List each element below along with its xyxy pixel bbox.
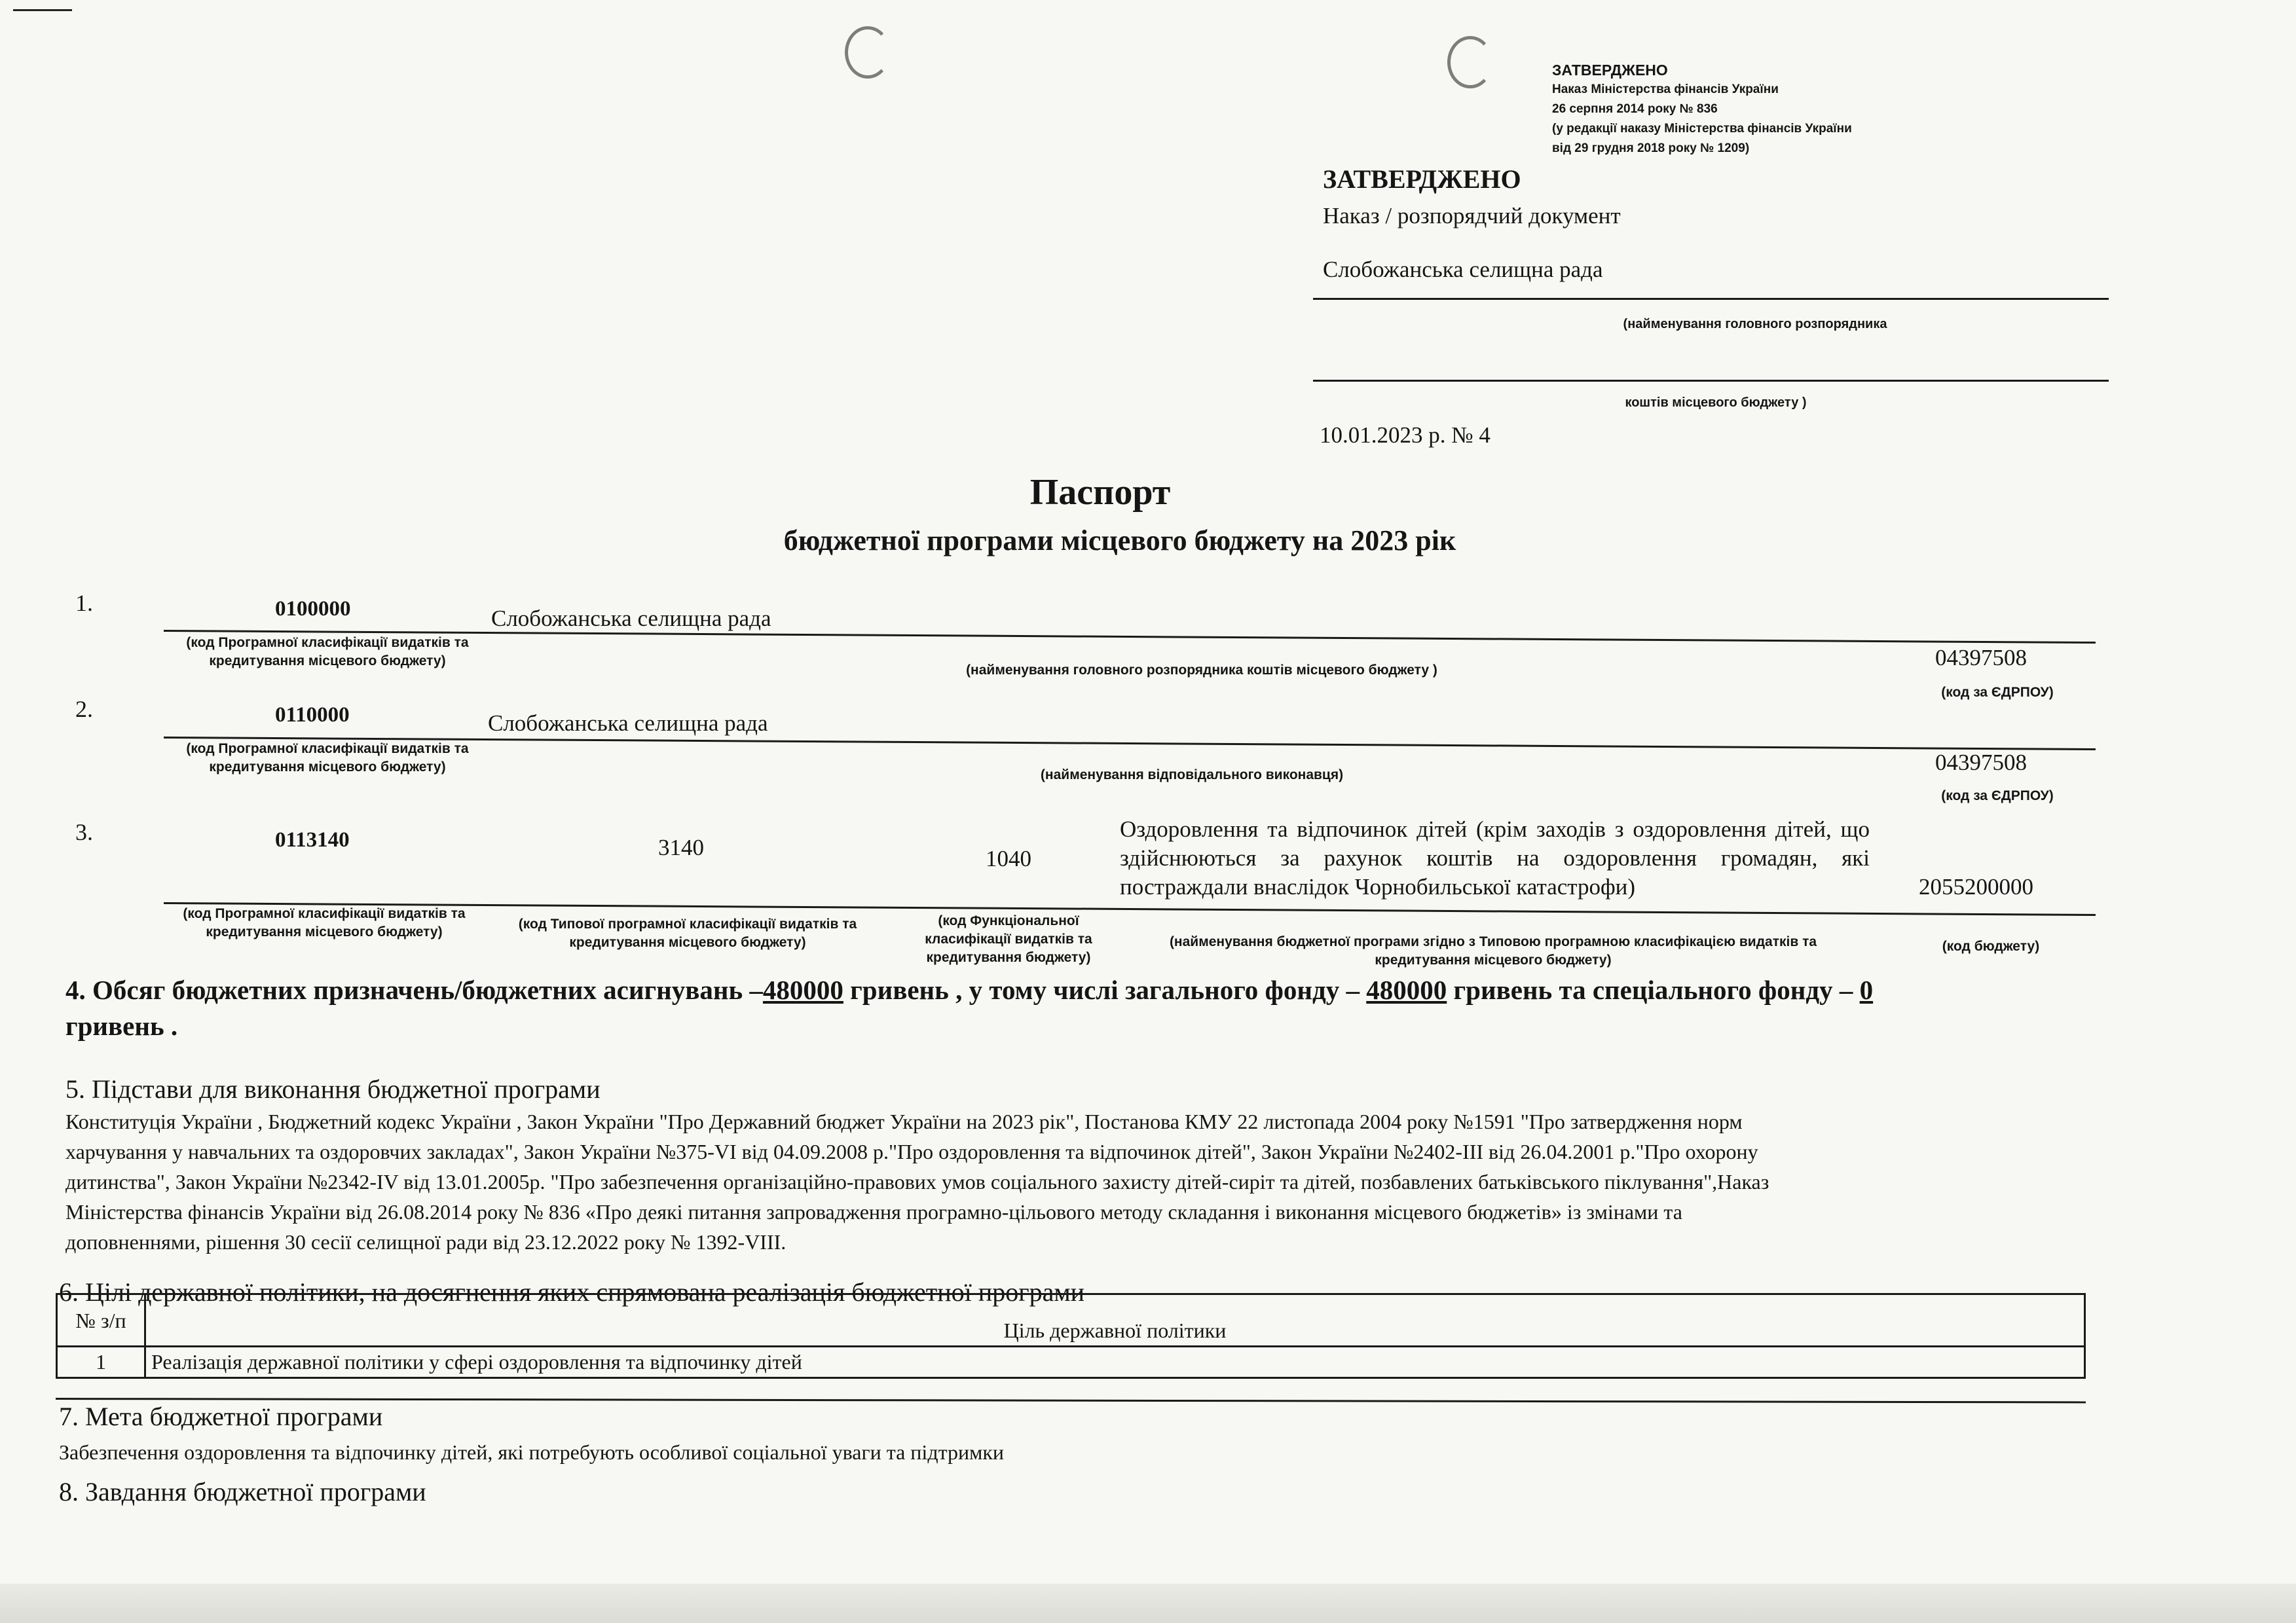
edrpou-code: 04397508	[1935, 750, 2027, 775]
code-caption: (код Програмної класифікації видатків та кредитування місцевого бюджету)	[183, 906, 466, 939]
program-name-caption: (найменування бюджетної програми згідно з Типовою програмною класифікацією видатків та кредитування місцевого бюджету)	[1169, 934, 1817, 968]
approval-date: 10.01.2023 р. № 4	[1320, 422, 1491, 448]
ministry-approval-line: 26 серпня 2014 року № 836	[1552, 102, 1718, 116]
typical-caption: (код Типової програмної класифікації видатків та кредитування місцевого бюджету)	[518, 917, 857, 950]
page-title: Паспорт	[1029, 472, 1171, 513]
approval-caption: (найменування головного розпорядника	[1623, 317, 1887, 331]
typical-code: 3140	[658, 835, 704, 860]
ministry-approval-note	[1552, 60, 1852, 158]
section-number: 3.	[75, 819, 93, 845]
program-code: 0100000	[275, 597, 351, 621]
budget-volume	[65, 972, 2096, 1044]
approval-caption: коштів місцевого бюджету )	[1625, 395, 1807, 410]
program-goal: Забезпечення оздоровлення та відпочинку дітей, які потребують особливої соціальної уваги та підтримки	[59, 1440, 1005, 1464]
approval-title: ЗАТВЕРДЖЕНО	[1323, 164, 1521, 194]
divider	[1313, 298, 2109, 300]
section-heading: 7. Мета бюджетної програми	[59, 1402, 383, 1431]
program-code: 0113140	[275, 828, 350, 852]
name-caption: (найменування відповідального виконавця)	[1040, 767, 1344, 782]
manager-name: Слобожанська селищна рада	[491, 606, 771, 631]
budget-volume-text: 4. Обсяг бюджетних призначень/бюджетних асигнувань –	[65, 975, 763, 1005]
goals-table	[56, 1293, 2086, 1379]
approval-org: Слобожанська селищна рада	[1323, 257, 1603, 282]
program-name: Оздоровлення та відпочинок дітей (крім заходів з оздоровлення дітей, що здійснюються за рахунок коштів на оздоровлення громадян, які постраждали внаслідок Чорнобильської катастрофи)	[1120, 816, 1870, 900]
legal-basis-line: дитинства", Закон України №2342-IV від 13.01.2005р. "Про забезпечення організаційно-правових умов соціального захисту дітей-сиріт та дітей, позбавлених батьківського піклування",Наказ	[65, 1170, 1769, 1194]
legal-basis-line: Міністерства фінансів України від 26.08.2014 року № 836 «Про деякі питання запровадження програмно-цільового методу складання і виконання місцевого бюджетів» із змінами та	[65, 1200, 1682, 1224]
code-caption: (код Програмної класифікації видатків та кредитування місцевого бюджету)	[186, 635, 469, 668]
punch-hole-left	[845, 26, 891, 79]
program-code: 0110000	[275, 703, 350, 727]
budget-volume-text: гривень , у тому числі загального фонду –	[843, 975, 1367, 1005]
budget-code-caption: (код бюджету)	[1942, 939, 2040, 954]
section-heading: 6. Цілі державної політики, на досягнення яких спрямована реалізація бюджетної програми	[59, 1277, 1085, 1307]
ministry-approval-line: від 29 грудня 2018 року № 1209)	[1552, 141, 1750, 155]
budget-code: 2055200000	[1919, 874, 2033, 900]
executor-name: Слобожанська селищна рада	[488, 710, 768, 736]
punch-hole-right	[1447, 36, 1493, 88]
budget-volume-text: гривень та спеціального фонду –	[1447, 975, 1860, 1005]
functional-code: 1040	[986, 846, 1031, 871]
special-fund-amount: 0	[1859, 975, 1874, 1005]
legal-basis-line: харчування у навчальних та оздоровчих закладах", Закон України №375-VI від 04.09.2008 р."Про оздоровлення та відпочинок дітей", Закон України №2402-III від 26.04.2001 р."Про охорону	[65, 1140, 1758, 1163]
page-bottom-edge	[0, 1584, 2296, 1623]
total-amount: 480000	[762, 975, 843, 1005]
functional-caption: (код Функціональної класифікації видатків та кредитування бюджету)	[925, 913, 1092, 965]
column-header-number: № з/п	[57, 1294, 145, 1347]
code-caption: (код Програмної класифікації видатків та кредитування місцевого бюджету)	[186, 741, 469, 775]
row-goal: Реалізація державної політики у сфері оздоровлення та відпочинку дітей	[145, 1347, 2085, 1378]
section-heading: 8. Завдання бюджетної програми	[59, 1477, 426, 1506]
table-row	[57, 1347, 2085, 1378]
scan-mark	[13, 9, 72, 11]
edrpou-caption: (код за ЄДРПОУ)	[1941, 685, 2054, 700]
row-number: 1	[57, 1347, 145, 1378]
name-caption: (найменування головного розпорядника коштів місцевого бюджету )	[966, 663, 1437, 678]
edrpou-code: 04397508	[1935, 645, 2027, 670]
legal-basis-line: Конституція України , Бюджетний кодекс України , Закон України "Про Державний бюджет України на 2023 рік", Постанова КМУ 22 листопада 2004 року №1591 "Про затвердження норм	[65, 1110, 1743, 1133]
section-number: 1.	[75, 590, 93, 616]
edrpou-caption: (код за ЄДРПОУ)	[1941, 788, 2054, 803]
legal-basis-line: доповненнями, рішення 30 сесії селищної ради від 23.12.2022 року № 1392-VIII.	[65, 1230, 787, 1254]
section-number: 2.	[75, 696, 93, 722]
budget-volume-text: гривень .	[65, 1011, 178, 1041]
ministry-approval-line: (у редакції наказу Міністерства фінансів України	[1552, 122, 1852, 136]
divider	[1313, 380, 2109, 382]
legal-basis	[65, 1106, 2102, 1257]
ministry-approval-line: Наказ Міністерства фінансів України	[1552, 82, 1779, 96]
column-header-goal: Ціль державної політики	[145, 1294, 2085, 1347]
approval-order: Наказ / розпорядчий документ	[1323, 203, 1621, 228]
section-heading: 5. Підстави для виконання бюджетної програми	[65, 1074, 601, 1104]
page-subtitle: бюджетної програми місцевого бюджету на 2023 рік	[783, 524, 1456, 556]
ministry-approval-title: ЗАТВЕРДЖЕНО	[1552, 62, 1668, 79]
table-header-row	[57, 1294, 2085, 1347]
general-fund-amount: 480000	[1366, 975, 1447, 1005]
